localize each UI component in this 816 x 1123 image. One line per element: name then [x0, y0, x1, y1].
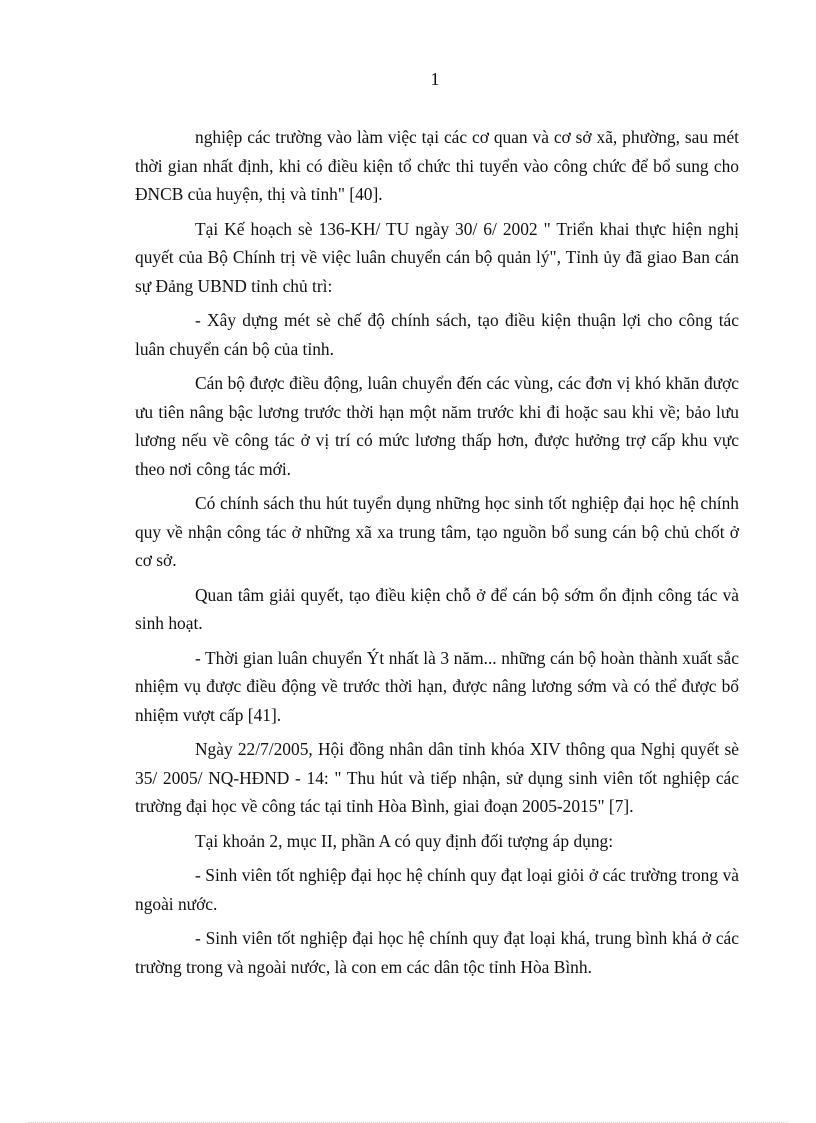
- paragraph: Quan tâm giải quyết, tạo điều kiện chỗ ở để cán bộ sớm ổn định công tác và sinh hoạt.: [135, 584, 739, 633]
- paragraph: - Thời gian luân chuyển Ýt nhất là 3 năm... những cán bộ hoàn thành xuất sắc nhiệm vụ được điều động về trước thời hạn, được nâng lương sớm và có thể được bổ nhiệm vượt cấp [41].: [135, 647, 739, 725]
- paragraph: - Sinh viên tốt nghiệp đại học hệ chính quy đạt loại khá, trung bình khá ở các trường trong và ngoài nước, là con em các dân tộc tỉnh Hòa Bình.: [135, 928, 739, 977]
- paragraph: Có chính sách thu hút tuyển dụng những học sinh tốt nghiệp đại học hệ chính quy về nhận công tác ở những xã xa trung tâm, tạo nguồn bổ sung cán bộ chủ chốt ở cơ sở.: [135, 493, 739, 570]
- paragraph: - Xây dựng mét sè chế độ chính sách, tạo điều kiện thuận lợi cho công tác luân chuyển cán bộ của tỉnh.: [135, 310, 739, 359]
- paragraph: Cán bộ được điều động, luân chuyển đến các vùng, các đơn vị khó khăn được ưu tiên nâng bậc lương trước thời hạn một năm trước khi đi hoặc sau khi về; bảo lưu lương nếu về công tác ở vị trí có mức lương thấp hơn, được hưởng trợ cấp khu vực theo nơi công tác mới.: [135, 373, 739, 479]
- paragraph: nghiệp các trường vào làm việc tại các cơ quan và cơ sở xã, phường, sau mét thời gian nhất định, khi có điều kiện tổ chức thi tuyển vào công chức để bổ sung cho ĐNCB của huyện, thị và tỉnh" [40].: [135, 127, 739, 204]
- paragraph: - Sinh viên tốt nghiệp đại học hệ chính quy đạt loại giỏi ở các trường trong và ngoài nước.: [135, 865, 739, 914]
- paragraph: Tại Kế hoạch sè 136-KH/ TU ngày 30/ 6/ 2002 " Triển khai thực hiện nghị quyết của Bộ Chính trị về việc luân chuyển cán bộ quản lý", Tỉnh ủy đã giao Ban cán sự Đảng UBND tỉnh chủ trì:: [135, 218, 739, 296]
- document-body: [135, 123, 739, 987]
- paragraph: Ngày 22/7/2005, Hội đồng nhân dân tỉnh khóa XIV thông qua Nghị quyết sè 35/ 2005/ NQ-HĐND - 14: " Thu hút và tiếp nhận, sử dụng sinh viên tốt nghiệp các trường đại học về công tác tại tỉnh Hòa Bình, giai đoạn 2005-2015" [7].: [135, 739, 739, 816]
- page-number: 1: [430, 69, 440, 89]
- paragraph: Tại khoản 2, mục II, phần A có quy định đối tượng áp dụng:: [195, 830, 614, 851]
